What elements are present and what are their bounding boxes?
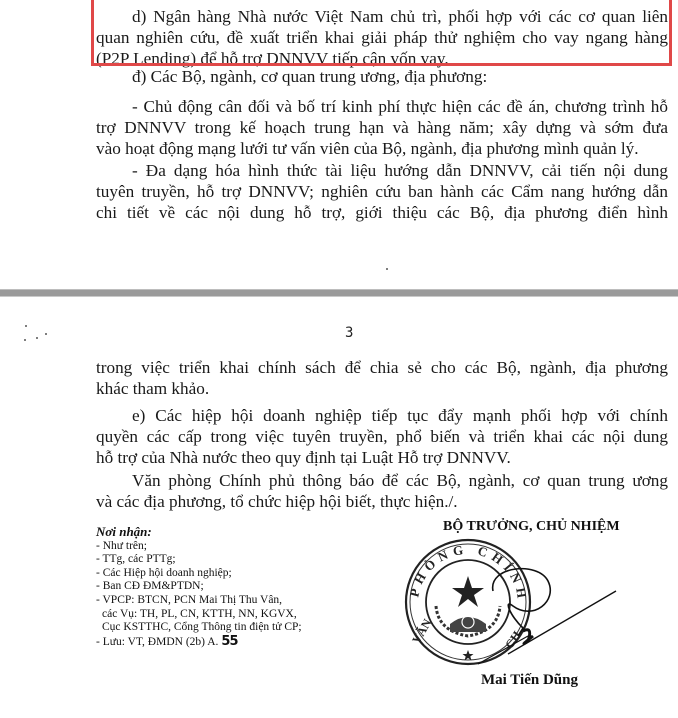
scan-speck	[45, 333, 47, 335]
signer-name: Mai Tiến Dũng	[481, 672, 578, 688]
continuation-line-1: trong việc triển khai chính sách để chia sẻ cho các Bộ, ngành, địa phương	[96, 358, 668, 377]
recipient-item: - Ban CĐ ĐM&PTDN;	[96, 580, 204, 593]
recipients-title: Nơi nhận:	[96, 524, 152, 539]
recipient-item-archive	[96, 635, 302, 650]
recipient-item: các Vụ: TH, PL, CN, KTTH, NN, KGVX,	[102, 607, 297, 620]
recipients-block	[96, 525, 302, 649]
document-page-top	[0, 0, 678, 289]
highlighted-line-3: (P2P Lending) để hỗ trợ DNNVV tiếp cận vốn vay.	[96, 49, 449, 68]
svg-text:VĂN: VĂN	[409, 616, 435, 646]
page-separator	[0, 289, 678, 297]
bullet-1-line-3: vào hoạt động mạng lưới tư vấn viên của Bộ, ngành, địa phương mình quản lý.	[96, 139, 639, 158]
bullet-1-line-1: - Chủ động cân đối và bố trí kinh phí thực hiện các đề án, chương trình hỗ	[132, 97, 668, 116]
seal-icon	[398, 536, 618, 666]
highlighted-line-2: quan nghiên cứu, đề xuất triển khai giải pháp thử nghiệm cho vay ngang hàng	[96, 28, 668, 47]
closing-line-1: Văn phòng Chính phủ thông báo để các Bộ, ngành, cơ quan trung ương	[132, 471, 668, 490]
bullet-2-line-2: tuyên truyền, hỗ trợ DNNVV; nghiên cứu ban hành các Cẩm nang hướng dẫn	[96, 182, 668, 201]
continuation-line-2: khác tham khảo.	[96, 379, 210, 398]
bullet-2-line-1: - Đa dạng hóa hình thức tài liệu hướng dẫn DNNVV, cải tiến nội dung	[132, 161, 668, 180]
recipient-item: - Các Hiệp hội doanh nghiệp;	[96, 566, 232, 579]
recipient-item: - TTg, các PTTg;	[96, 553, 176, 566]
highlighted-line-1: d) Ngân hàng Nhà nước Việt Nam chủ trì, phối hợp với các cơ quan liên	[132, 7, 668, 26]
section-e-line-1: e) Các hiệp hội doanh nghiệp tiếp tục đẩy mạnh phối hợp với chính	[132, 406, 668, 425]
scan-speck	[36, 337, 38, 339]
scan-speck	[386, 268, 388, 270]
bullet-1-line-2: trợ DNNVV trong kế hoạch trung hạn và hàng năm; xây dựng và sớm đưa	[96, 118, 668, 137]
signer-title: BỘ TRƯỞNG, CHỦ NHIỆM	[443, 519, 620, 534]
section-d-heading: đ) Các Bộ, ngành, cơ quan trung ương, địa phương:	[132, 67, 488, 86]
section-e-line-3: hỗ trợ của Nhà nước theo quy định tại Luật Hỗ trợ DNNVV.	[96, 448, 511, 467]
scan-speck	[24, 339, 26, 341]
section-e-line-2: quyền các cấp trong việc tuyên truyền, phổ biến và triển khai các nội dung	[96, 427, 668, 446]
bullet-2-line-3: chi tiết về các nội dung hỗ trợ, giới thiệu các Bộ, địa phương điển hình	[96, 203, 668, 222]
recipient-item: - Như trên;	[96, 539, 147, 552]
page-number: 3	[345, 325, 354, 341]
svg-text:CH: CH	[502, 628, 524, 652]
recipient-archive-text: - Lưu: VT, ĐMDN (2b) A.	[96, 635, 219, 648]
recipient-item: Cục KSTTHC, Cổng Thông tin điện tử CP;	[102, 621, 302, 634]
closing-line-2: và các địa phương, tổ chức hiệp hội biết, thực hiện./.	[96, 492, 458, 511]
handwritten-initials: 55	[221, 633, 238, 649]
svg-text:PHÒNG CHÍNH: PHÒNG CHÍNH	[406, 541, 531, 604]
recipient-item: - VPCP: BTCN, PCN Mai Thị Thu Vân,	[96, 593, 283, 606]
official-seal-stamp	[398, 536, 618, 666]
scan-speck	[25, 325, 27, 327]
